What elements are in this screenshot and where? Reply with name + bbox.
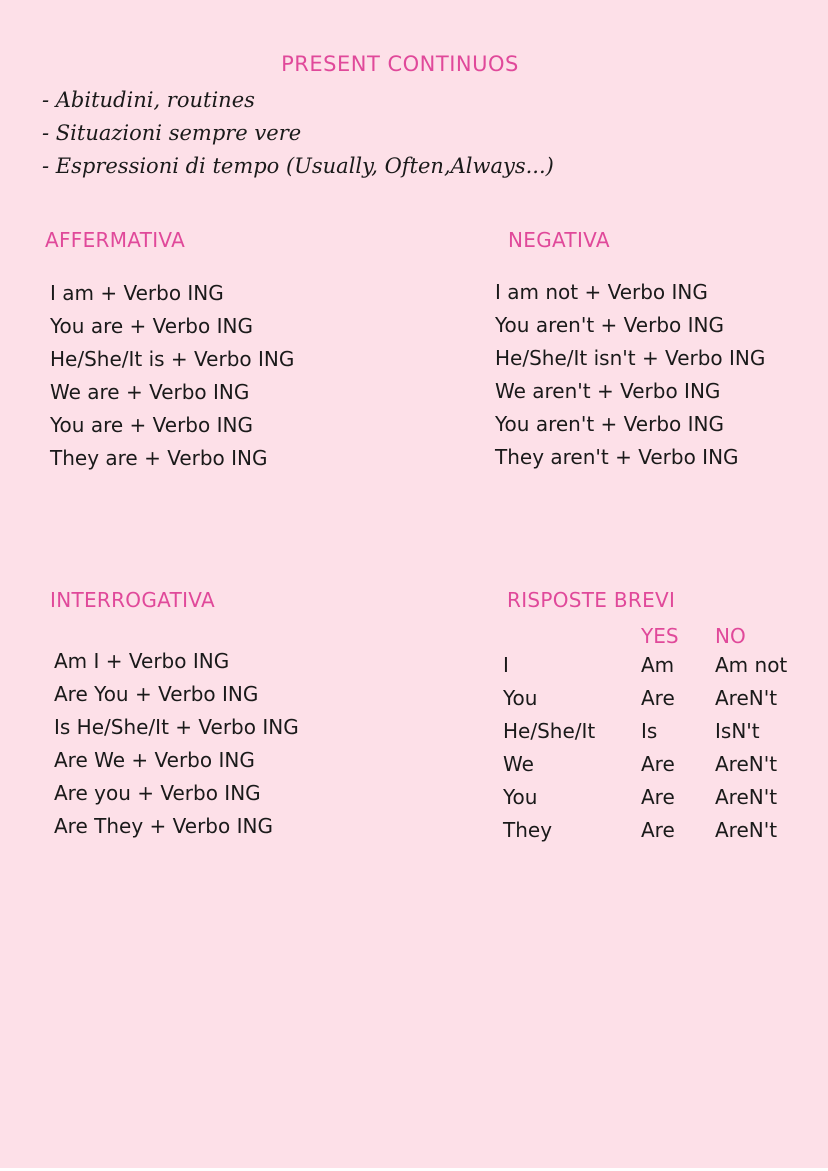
affermativa-list <box>50 277 294 475</box>
no-cell: AreN't <box>715 817 778 842</box>
no-cell: Am not <box>715 652 788 677</box>
no-cell: AreN't <box>715 784 778 809</box>
yes-cell: Are <box>641 685 675 710</box>
interrogativa-list <box>54 645 299 843</box>
affermativa-line: You are + Verbo ING <box>50 413 253 437</box>
table-row <box>503 714 815 747</box>
yes-cell: Are <box>641 784 675 809</box>
negativa-line: We aren't + Verbo ING <box>495 379 721 403</box>
negativa-line: They aren't + Verbo ING <box>495 445 739 469</box>
no-cell: AreN't <box>715 751 778 776</box>
subject-cell: I <box>503 652 509 677</box>
affermativa-heading: AFFERMATIVA <box>45 228 186 252</box>
short-answers-header-row <box>503 620 815 648</box>
subject-cell: You <box>503 685 538 710</box>
negativa-line: You aren't + Verbo ING <box>495 412 724 436</box>
yes-cell: Are <box>641 817 675 842</box>
page-title: PRESENT CONTINUOS <box>281 52 519 77</box>
interrogativa-line: Am I + Verbo ING <box>54 649 230 673</box>
subject-cell: He/She/It <box>503 718 596 743</box>
negativa-line: He/She/It isn't + Verbo ING <box>495 346 766 370</box>
interrogativa-line: Are You + Verbo ING <box>54 682 259 706</box>
table-row <box>503 813 815 846</box>
interrogativa-heading: INTERROGATIVA <box>50 588 215 612</box>
interrogativa-line: Is He/She/It + Verbo ING <box>54 715 299 739</box>
interrogativa-line: Are you + Verbo ING <box>54 781 261 805</box>
table-row <box>503 780 815 813</box>
risposte-brevi-heading: RISPOSTE BREVI <box>507 588 676 612</box>
usage-item: - Abitudini, routines <box>42 88 255 112</box>
no-column-header: NO <box>715 624 746 648</box>
table-row <box>503 648 815 681</box>
yes-column-header: YES <box>641 624 679 648</box>
negativa-list <box>495 276 765 474</box>
usage-item: - Situazioni sempre vere <box>42 121 302 145</box>
subject-column-header <box>503 620 641 648</box>
yes-cell: Is <box>641 718 658 743</box>
subject-cell: They <box>503 817 553 842</box>
no-cell: AreN't <box>715 685 778 710</box>
interrogativa-line: Are They + Verbo ING <box>54 814 273 838</box>
affermativa-line: He/She/It is + Verbo ING <box>50 347 295 371</box>
yes-cell: Am <box>641 652 675 677</box>
affermativa-line: You are + Verbo ING <box>50 314 253 338</box>
yes-cell: Are <box>641 751 675 776</box>
table-row <box>503 747 815 780</box>
affermativa-line: We are + Verbo ING <box>50 380 250 404</box>
usage-list <box>42 84 554 183</box>
no-cell: IsN't <box>715 718 760 743</box>
interrogativa-line: Are We + Verbo ING <box>54 748 255 772</box>
subject-cell: You <box>503 784 538 809</box>
negativa-line: You aren't + Verbo ING <box>495 313 724 337</box>
short-answers-table <box>503 620 815 846</box>
affermativa-line: They are + Verbo ING <box>50 446 268 470</box>
table-row <box>503 681 815 714</box>
negativa-line: I am not + Verbo ING <box>495 280 708 304</box>
affermativa-line: I am + Verbo ING <box>50 281 224 305</box>
usage-item: - Espressioni di tempo (Usually, Often,Always...) <box>42 154 554 178</box>
subject-cell: We <box>503 751 534 776</box>
negativa-heading: NEGATIVA <box>508 228 610 252</box>
